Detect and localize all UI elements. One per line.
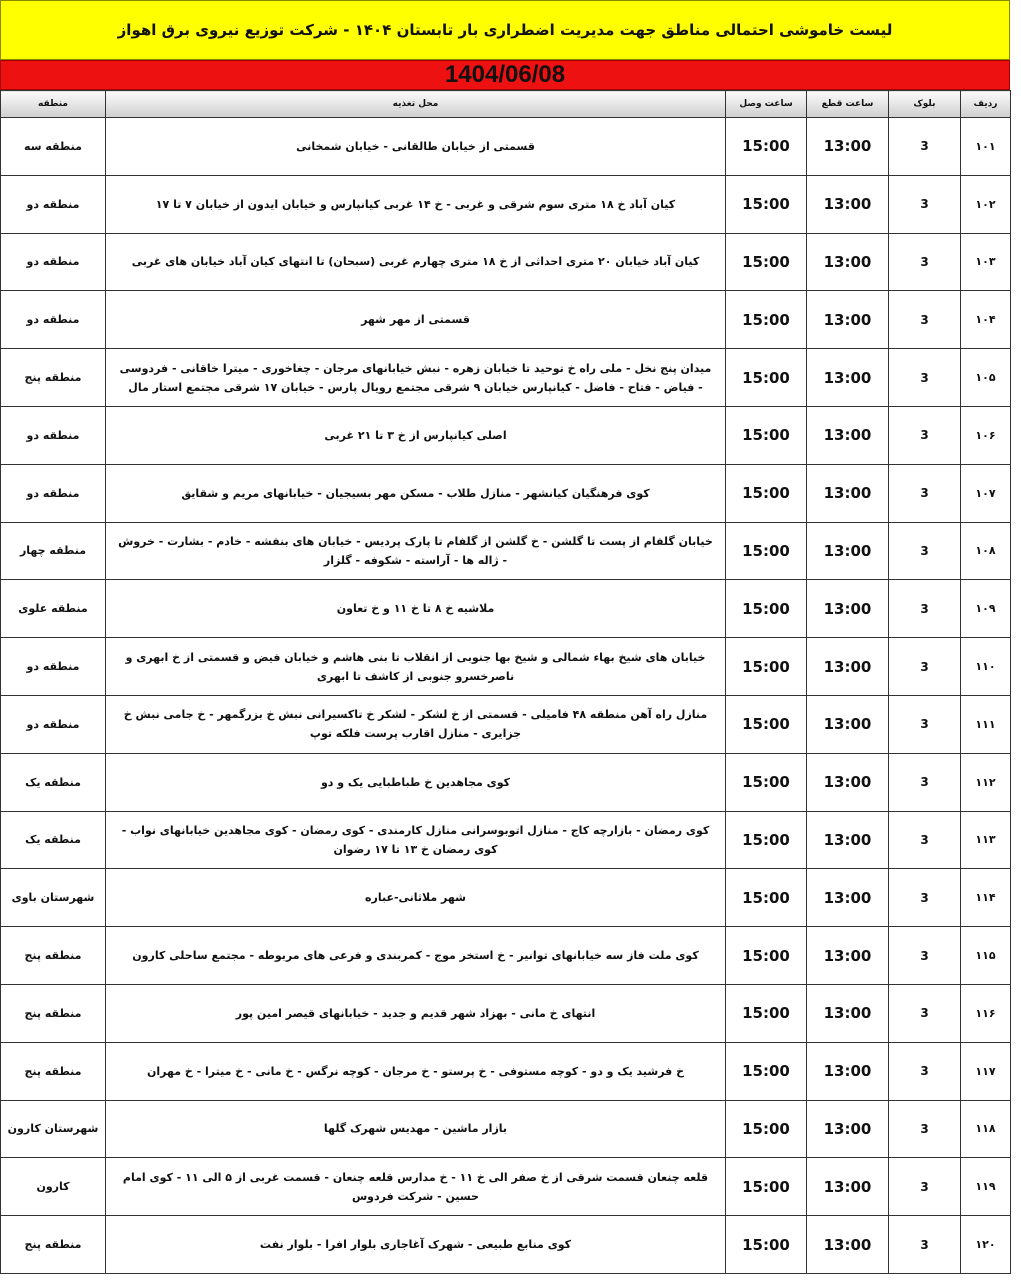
- row-number-cell: ۱۱۵: [961, 927, 1011, 985]
- location-cell: کیان آباد خیابان ۲۰ متری احداثی از خ ۱۸ متری چهارم غربی (سبحان) تا انتهای کیان آباد خیابان های غربی: [106, 233, 726, 291]
- location-cell: بازار ماشین - مهدیس شهرک گلها: [106, 1100, 726, 1158]
- connect-time-cell: 15:00: [726, 291, 807, 349]
- location-cell: شهر ملاثانی-عباره: [106, 869, 726, 927]
- cut-time-cell: 13:00: [807, 1216, 889, 1274]
- row-number-cell: ۱۰۷: [961, 464, 1011, 522]
- table-row: [1, 233, 1011, 291]
- row-number-cell: ۱۱۸: [961, 1100, 1011, 1158]
- region-cell: منطقه علوی: [1, 580, 106, 638]
- block-cell: 3: [889, 695, 961, 753]
- connect-time-cell: 15:00: [726, 349, 807, 407]
- block-cell: 3: [889, 580, 961, 638]
- row-number-cell: ۱۱۹: [961, 1158, 1011, 1216]
- cut-time-cell: 13:00: [807, 175, 889, 233]
- table-row: [1, 984, 1011, 1042]
- block-cell: 3: [889, 1100, 961, 1158]
- row-number-cell: ۱۱۱: [961, 695, 1011, 753]
- cut-time-cell: 13:00: [807, 1158, 889, 1216]
- connect-time-cell: 15:00: [726, 580, 807, 638]
- region-cell: منطقه پنج: [1, 984, 106, 1042]
- connect-time-cell: 15:00: [726, 1042, 807, 1100]
- cut-time-cell: 13:00: [807, 291, 889, 349]
- table-row: [1, 753, 1011, 811]
- schedule-table: [0, 90, 1011, 1274]
- connect-time-cell: 15:00: [726, 118, 807, 176]
- location-cell: خیابان های شیخ بهاء شمالی و شیخ بها جنوبی از انقلاب تا بنی هاشم و خیابان فیض و قسمتی از خ ابهری و ناصرخسرو جنوبی از کاشف تا ابهری: [106, 638, 726, 696]
- connect-time-cell: 15:00: [726, 1158, 807, 1216]
- table-row: [1, 1042, 1011, 1100]
- region-cell: منطقه پنج: [1, 1042, 106, 1100]
- cut-time-cell: 13:00: [807, 349, 889, 407]
- connect-time-cell: 15:00: [726, 464, 807, 522]
- column-header-cut-time: ساعت قطع: [807, 91, 889, 118]
- block-cell: 3: [889, 522, 961, 580]
- connect-time-cell: 15:00: [726, 406, 807, 464]
- location-cell: قسمتی از خیابان طالقانی - خیابان شمخانی: [106, 118, 726, 176]
- row-number-cell: ۱۱۳: [961, 811, 1011, 869]
- column-header-region: منطقه: [1, 91, 106, 118]
- block-cell: 3: [889, 233, 961, 291]
- table-row: [1, 291, 1011, 349]
- location-cell: کوی رمضان - بازارچه کاج - منازل اتوبوسرانی منازل کارمندی - کوی رمضان - کوی مجاهدین خیابانهای نواب - کوی رمضان خ ۱۳ تا ۱۷ رضوان: [106, 811, 726, 869]
- row-number-cell: ۱۰۸: [961, 522, 1011, 580]
- row-number-cell: ۱۰۳: [961, 233, 1011, 291]
- block-cell: 3: [889, 927, 961, 985]
- location-cell: کیان آباد خ ۱۸ متری سوم شرقی و غربی - خ ۱۴ غربی کیانپارس و خیابان ایدون از خیابان ۷ تا ۱۷: [106, 175, 726, 233]
- block-cell: 3: [889, 1158, 961, 1216]
- connect-time-cell: 15:00: [726, 927, 807, 985]
- region-cell: منطقه دو: [1, 175, 106, 233]
- region-cell: منطقه چهار: [1, 522, 106, 580]
- cut-time-cell: 13:00: [807, 869, 889, 927]
- schedule-date: 1404/06/08: [0, 60, 1010, 90]
- location-cell: کوی مجاهدین خ طباطبایی یک و دو: [106, 753, 726, 811]
- row-number-cell: ۱۰۹: [961, 580, 1011, 638]
- table-body: [1, 118, 1011, 1274]
- cut-time-cell: 13:00: [807, 406, 889, 464]
- location-cell: خیابان گلفام از پست تا گلشن - خ گلشن از گلفام تا پارک پردیس - خیابان های بنفشه - خادم - بشارت - خروش - ژاله ها - آراسته - شکوفه - گلزار: [106, 522, 726, 580]
- block-cell: 3: [889, 753, 961, 811]
- region-cell: شهرستان باوی: [1, 869, 106, 927]
- region-cell: منطقه پنج: [1, 349, 106, 407]
- row-number-cell: ۱۱۶: [961, 984, 1011, 1042]
- connect-time-cell: 15:00: [726, 984, 807, 1042]
- location-cell: اصلی کیانپارس از خ ۳ تا ۲۱ غربی: [106, 406, 726, 464]
- region-cell: منطقه دو: [1, 638, 106, 696]
- block-cell: 3: [889, 406, 961, 464]
- location-cell: قلعه چنعان قسمت شرقی از خ صفر الی خ ۱۱ - خ مدارس قلعه چنعان - قسمت غربی از ۵ الی ۱۱ - کوی امام حسین - شرکت فردوس: [106, 1158, 726, 1216]
- connect-time-cell: 15:00: [726, 1216, 807, 1274]
- table-row: [1, 349, 1011, 407]
- cut-time-cell: 13:00: [807, 118, 889, 176]
- connect-time-cell: 15:00: [726, 695, 807, 753]
- connect-time-cell: 15:00: [726, 753, 807, 811]
- region-cell: منطقه یک: [1, 753, 106, 811]
- table-row: [1, 638, 1011, 696]
- column-header-block: بلوک: [889, 91, 961, 118]
- connect-time-cell: 15:00: [726, 233, 807, 291]
- row-number-cell: ۱۰۵: [961, 349, 1011, 407]
- block-cell: 3: [889, 869, 961, 927]
- region-cell: منطقه دو: [1, 406, 106, 464]
- location-cell: انتهای خ مانی - بهزاد شهر قدیم و جدید - خیابانهای قیصر امین پور: [106, 984, 726, 1042]
- block-cell: 3: [889, 811, 961, 869]
- connect-time-cell: 15:00: [726, 869, 807, 927]
- block-cell: 3: [889, 464, 961, 522]
- region-cell: منطقه پنج: [1, 927, 106, 985]
- cut-time-cell: 13:00: [807, 233, 889, 291]
- block-cell: 3: [889, 349, 961, 407]
- row-number-cell: ۱۱۷: [961, 1042, 1011, 1100]
- cut-time-cell: 13:00: [807, 984, 889, 1042]
- block-cell: 3: [889, 1216, 961, 1274]
- connect-time-cell: 15:00: [726, 811, 807, 869]
- row-number-cell: ۱۲۰: [961, 1216, 1011, 1274]
- region-cell: شهرستان کارون: [1, 1100, 106, 1158]
- cut-time-cell: 13:00: [807, 1042, 889, 1100]
- location-cell: قسمتی از مهر شهر: [106, 291, 726, 349]
- cut-time-cell: 13:00: [807, 522, 889, 580]
- location-cell: کوی منابع طبیعی - شهرک آغاجاری بلوار افرا - بلوار نفت: [106, 1216, 726, 1274]
- cut-time-cell: 13:00: [807, 811, 889, 869]
- row-number-cell: ۱۱۰: [961, 638, 1011, 696]
- cut-time-cell: 13:00: [807, 464, 889, 522]
- table-row: [1, 811, 1011, 869]
- table-row: [1, 406, 1011, 464]
- region-cell: منطقه یک: [1, 811, 106, 869]
- connect-time-cell: 15:00: [726, 638, 807, 696]
- row-number-cell: ۱۰۲: [961, 175, 1011, 233]
- block-cell: 3: [889, 118, 961, 176]
- block-cell: 3: [889, 175, 961, 233]
- connect-time-cell: 15:00: [726, 1100, 807, 1158]
- table-row: [1, 580, 1011, 638]
- region-cell: کارون: [1, 1158, 106, 1216]
- region-cell: منطقه دو: [1, 464, 106, 522]
- table-header-row: [1, 91, 1011, 118]
- cut-time-cell: 13:00: [807, 638, 889, 696]
- region-cell: منطقه پنج: [1, 1216, 106, 1274]
- table-row: [1, 869, 1011, 927]
- location-cell: کوی ملت فاز سه خیابانهای توانیر - خ استخر موج - کمربندی و فرعی های مربوطه - مجتمع ساحلی کارون: [106, 927, 726, 985]
- column-header-connect-time: ساعت وصل: [726, 91, 807, 118]
- cut-time-cell: 13:00: [807, 1100, 889, 1158]
- cut-time-cell: 13:00: [807, 927, 889, 985]
- row-number-cell: ۱۰۶: [961, 406, 1011, 464]
- column-header-location: محل تغذیه: [106, 91, 726, 118]
- table-row: [1, 175, 1011, 233]
- table-row: [1, 464, 1011, 522]
- column-header-row-no: ردیف: [961, 91, 1011, 118]
- region-cell: منطقه دو: [1, 233, 106, 291]
- cut-time-cell: 13:00: [807, 695, 889, 753]
- location-cell: منازل راه آهن منطقه ۴۸ فامیلی - قسمتی از خ لشکر - لشکر خ تاکسیرانی نبش خ بزرگمهر - خ جامی نبش خ جزایری - منازل اقارب پرست فلکه توپ: [106, 695, 726, 753]
- region-cell: منطقه دو: [1, 695, 106, 753]
- connect-time-cell: 15:00: [726, 522, 807, 580]
- block-cell: 3: [889, 638, 961, 696]
- row-number-cell: ۱۱۴: [961, 869, 1011, 927]
- region-cell: منطقه دو: [1, 291, 106, 349]
- row-number-cell: ۱۱۲: [961, 753, 1011, 811]
- table-row: [1, 695, 1011, 753]
- table-row: [1, 1158, 1011, 1216]
- table-row: [1, 118, 1011, 176]
- cut-time-cell: 13:00: [807, 753, 889, 811]
- location-cell: خ فرشید یک و دو - کوچه مستوفی - خ پرستو - خ مرجان - کوچه نرگس - خ مانی - خ میترا - خ مهران: [106, 1042, 726, 1100]
- block-cell: 3: [889, 984, 961, 1042]
- table-row: [1, 522, 1011, 580]
- table-row: [1, 927, 1011, 985]
- location-cell: کوی فرهنگیان کیانشهر - منازل طلاب - مسکن مهر بسیجیان - خیابانهای مریم و شقایق: [106, 464, 726, 522]
- table-row: [1, 1100, 1011, 1158]
- row-number-cell: ۱۰۴: [961, 291, 1011, 349]
- connect-time-cell: 15:00: [726, 175, 807, 233]
- location-cell: ملاشیه خ ۸ تا خ ۱۱ و خ تعاون: [106, 580, 726, 638]
- page-title: لیست خاموشی احتمالی مناطق جهت مدیریت اضطراری بار تابستان ۱۴۰۴ - شرکت توزیع نیروی برق اهواز: [0, 0, 1010, 60]
- block-cell: 3: [889, 291, 961, 349]
- table-row: [1, 1216, 1011, 1274]
- row-number-cell: ۱۰۱: [961, 118, 1011, 176]
- location-cell: میدان پنج نخل - ملی راه خ توحید تا خیابان زهره - نبش خیابانهای مرجان - چغاخوری - میترا خاقانی - فردوسی - فیاض - فتاح - فاضل - کیانپارس خیابان ۹ شرقی مجتمع رویال پارس - خیابان ۱۷ شرقی مجتمع استار مال: [106, 349, 726, 407]
- cut-time-cell: 13:00: [807, 580, 889, 638]
- block-cell: 3: [889, 1042, 961, 1100]
- region-cell: منطقه سه: [1, 118, 106, 176]
